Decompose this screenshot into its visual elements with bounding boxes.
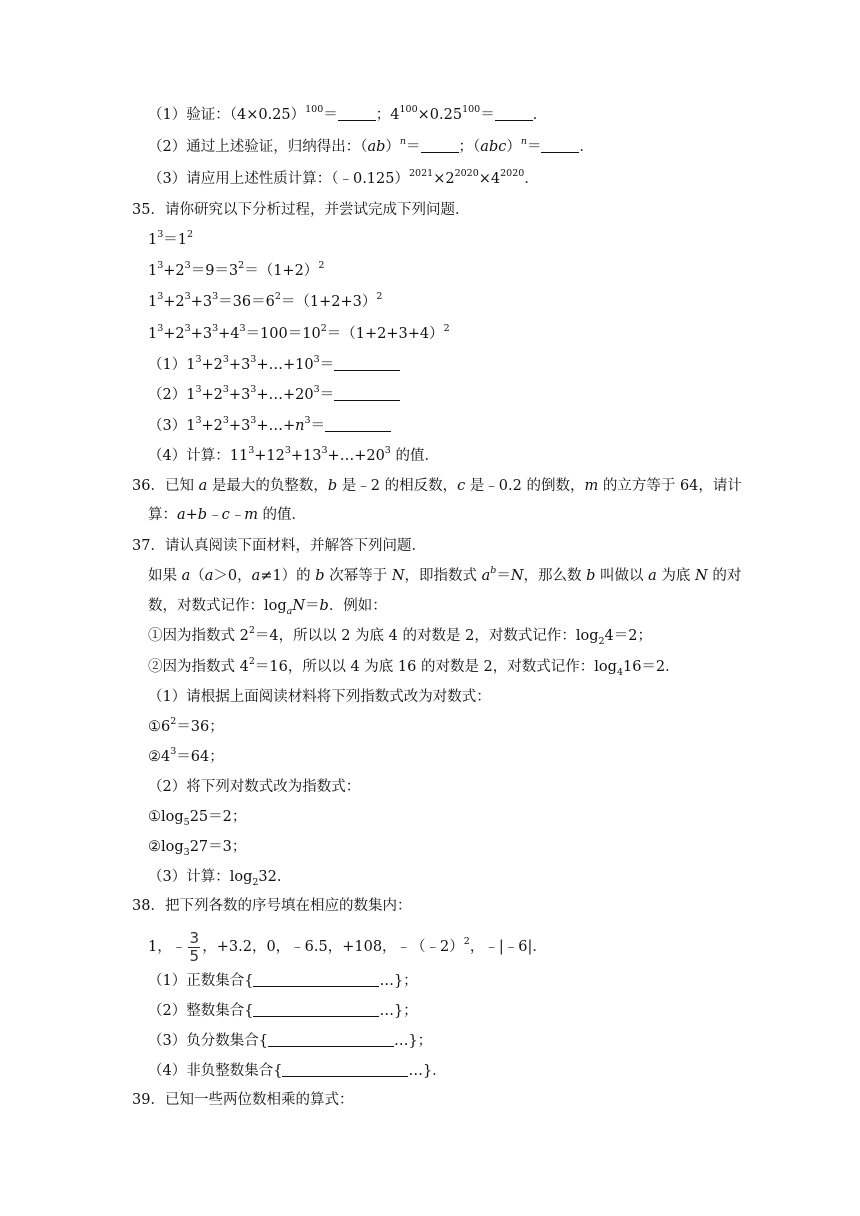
q37-part2-b: $②\log_327=3$； [148, 839, 247, 858]
q35-sub4: （4）计算：$11^3+12^3+13^3+\dots+20^3$ 的值． [148, 445, 439, 464]
q38-title: 38．把下列各数的序号填在相应的数集内： [132, 898, 412, 914]
answer-blank[interactable] [282, 1062, 408, 1077]
q38-sub2: （2）整数集合{ …}； [148, 1003, 418, 1019]
q37-part2-a: $①\log_525=2$； [148, 809, 247, 828]
answer-blank[interactable] [495, 106, 533, 121]
q37-title: 37．请认真阅读下面材料，并解答下列问题． [132, 538, 426, 554]
q37-part1: （1）请根据上面阅读材料将下列指数式改为对数式： [148, 689, 491, 705]
q35-example-3: $1^3+2^3+3^3=36=6^2=(1+2+3)^2$ [148, 291, 383, 310]
q37-example2: ②因为指数式 $4^2=16$，所以以 4 为底 16 的对数是 2，对数式记作：$\log_416=2$． [148, 656, 680, 678]
q38-numbers: 1，﹣ $\frac{3}{5}$ ，+3.2，0，﹣6.5，+108，﹣（﹣2）$^2$，﹣|﹣6|． [148, 928, 547, 965]
answer-blank[interactable] [334, 356, 400, 371]
q37-part1-b: $②4^3=64$； [148, 746, 224, 765]
answer-blank[interactable] [253, 972, 379, 987]
answer-blank[interactable] [253, 1002, 379, 1017]
answer-blank[interactable] [541, 138, 579, 153]
q35-sub3: $(3)1^3+2^3+3^3+\dots+n^3=$ [148, 417, 391, 435]
q37-part2: （2）将下列对数式改为指数式： [148, 779, 361, 795]
q35-title: 35．请你研究以下分析过程，并尝试完成下列问题． [132, 202, 470, 218]
q37-material-line2: 数，对数式记作：$\log_aN=b$．例如： [148, 598, 387, 617]
q35-example-4: $1^3+2^3+3^3+4^3=100=10^2=(1+2+3+4)^2$ [148, 323, 450, 342]
q37-material-line1: 如果 a（a＞0，a≠1）的 b 次幂等于 N，即指数式 $a^b=N$，那么数 b 叫做以 a 为底 N 的对 [148, 565, 742, 584]
answer-blank[interactable] [268, 1032, 394, 1047]
q34-part1: （1）验证：$(4\times 0.25)^{100}=$ ；$4^{100}\times 0.25^{100}=$ ． [148, 104, 548, 123]
q37-example1: ①因为指数式 $2^2=4$，所以以 2 为底 4 的对数是 2，对数式记作：$\log_24=2$； [148, 625, 652, 647]
answer-blank[interactable] [334, 386, 400, 401]
q36-line1: 36．已知 a 是最大的负整数，b 是﹣2 的相反数，c 是﹣0.2 的倒数，m 的立方等于 64，请计 [132, 478, 742, 494]
q35-sub1: $(1)1^3+2^3+3^3+\dots+10^3=$ [148, 356, 400, 374]
q35-example-1: $1^3=1^2$ [148, 229, 194, 248]
q35-sub2: $(2)1^3+2^3+3^3+\dots+20^3=$ [148, 386, 400, 404]
q38-sub1: （1）正数集合{ …}； [148, 973, 418, 989]
answer-blank[interactable] [421, 138, 459, 153]
q39-title: 39．已知一些两位数相乘的算式： [132, 1092, 354, 1108]
q36-line2: 算：a+b﹣c﹣m 的值． [148, 507, 307, 523]
q38-sub3: （3）负分数集合{ …}； [148, 1033, 433, 1049]
answer-blank[interactable] [325, 417, 391, 432]
q37-part1-a: $①6^2=36$； [148, 716, 224, 735]
q38-sub4: （4）非负整数集合{ …}． [148, 1063, 447, 1079]
q34-part2: （2）通过上述验证，归纳得出：（ab）$^n$＝ ；（abc）$^n$＝ ． [148, 136, 594, 155]
fraction: $\frac{3}{5}$ [189, 928, 199, 965]
q37-part3: （3）计算：$\log_232$． [148, 869, 292, 888]
q34-part3: （3）请应用上述性质计算：$(﹣0.125)^{2021}\times 2^{2020}\times 4^{2020}$． [148, 168, 539, 187]
q35-example-2: $1^3+2^3=9=3^2=(1+2)^2$ [148, 260, 325, 279]
answer-blank[interactable] [338, 106, 376, 121]
